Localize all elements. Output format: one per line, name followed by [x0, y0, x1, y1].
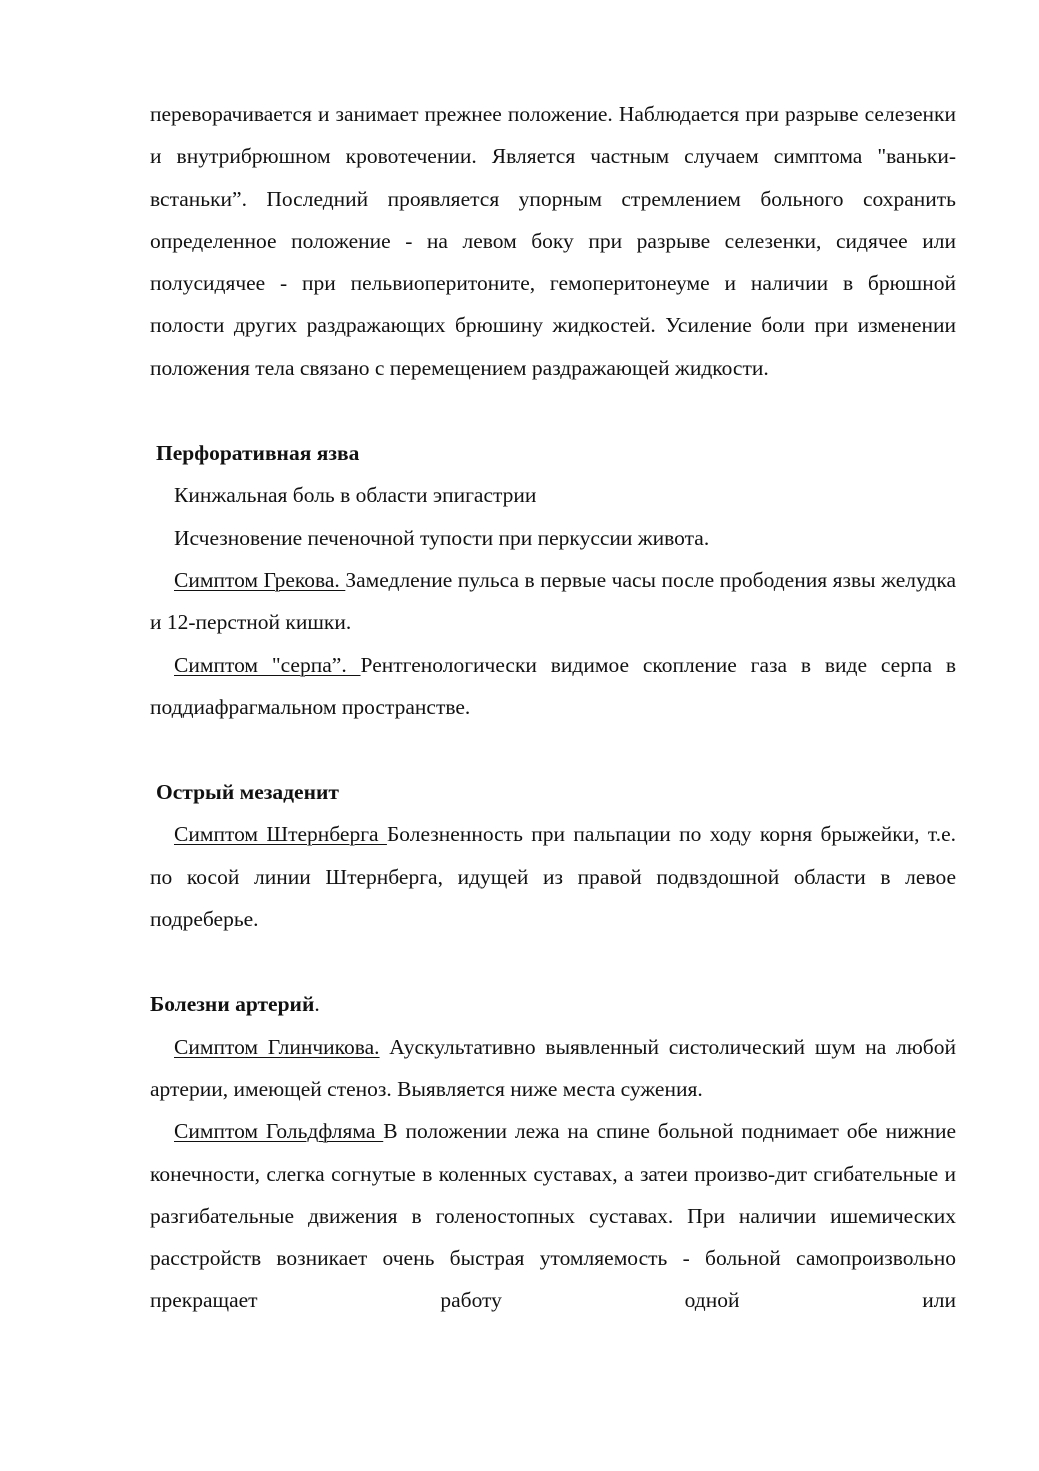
heading-arteries-period: . [314, 992, 320, 1017]
sternberg-term: Симптом Штернберга [174, 822, 387, 847]
goldflam-term: Симптом Гольдфляма [174, 1119, 384, 1144]
document-page [150, 93, 956, 1322]
heading-mesadenitis: Острый мезаденит [156, 780, 339, 805]
glinchikov-paragraph [150, 1026, 956, 1111]
sternberg-paragraph [150, 813, 956, 940]
glinchikov-text: Аускультативно выявленный систолический шум на любой артерии, имеющей стеноз. Выявляется ниже места сужения. [150, 1034, 956, 1101]
heading-arteries-label: Болезни артерий [150, 992, 315, 1017]
intro-paragraph: переворачивается и занимает прежнее положение. Наблюдается при разрыве селезенки и внутрибрюшном кровотечении. Является частным случаем симптома "ваньки-встаньки”. Последний проявляется упорным стремлением больного сохранить определенное положение - на левом боку при разрыве селезенки, сидячее или полусидячее - при пельвиоперитоните, гемоперитонеуме и наличии в брюшной полости других раздражающих брюшину жидкостей. Усиление боли при изменении положения тела связано с перемещением раздражающей жидкости. [150, 102, 956, 380]
glinchikov-term: Симптом Глинчикова. [174, 1034, 380, 1059]
serp-paragraph [150, 644, 956, 729]
goldflam-paragraph [150, 1110, 956, 1321]
serp-term: Симптом "серпа”. [174, 652, 361, 677]
heading-arteries [150, 983, 956, 1025]
goldflam-text: В положении лежа на спине больной поднимает обе нижние конечности, слегка согнутые в коленных суставах, а затеи произво-дит сгибательные и разгибательные движения в голеностопных суставах. При наличии ишемических расстройств возникает очень быстрая утомляемость - больной самопроизвольно прекращает работу одной или [150, 1119, 956, 1313]
sternberg-text: Болезненность при пальпации по ходу корня брыжейки, т.е. по косой линии Штернберга, идущей из правой подвздошной области в левое подреберье. [150, 822, 956, 932]
heading-perforated-ulcer: Перфоративная язва [156, 441, 360, 466]
section-gap [150, 728, 956, 771]
section-gap [150, 940, 956, 983]
ulcer-line-liver-dullness: Исчезновение печеночной тупости при перкуссии живота. [174, 525, 710, 550]
grekov-paragraph [150, 559, 956, 644]
grekov-text: Замедление пульса в первые часы после прободения язвы желудка и 12-перстной кишки. [150, 567, 956, 635]
ulcer-line-dagger-pain: Кинжальная боль в области эпигастрии [174, 483, 537, 508]
grekov-term: Симптом Грекова. [174, 567, 346, 592]
section-gap [150, 389, 956, 432]
serp-text: Рентгенологически видимое скопление газа в виде серпа в поддиафрагмальном пространстве. [150, 652, 957, 719]
